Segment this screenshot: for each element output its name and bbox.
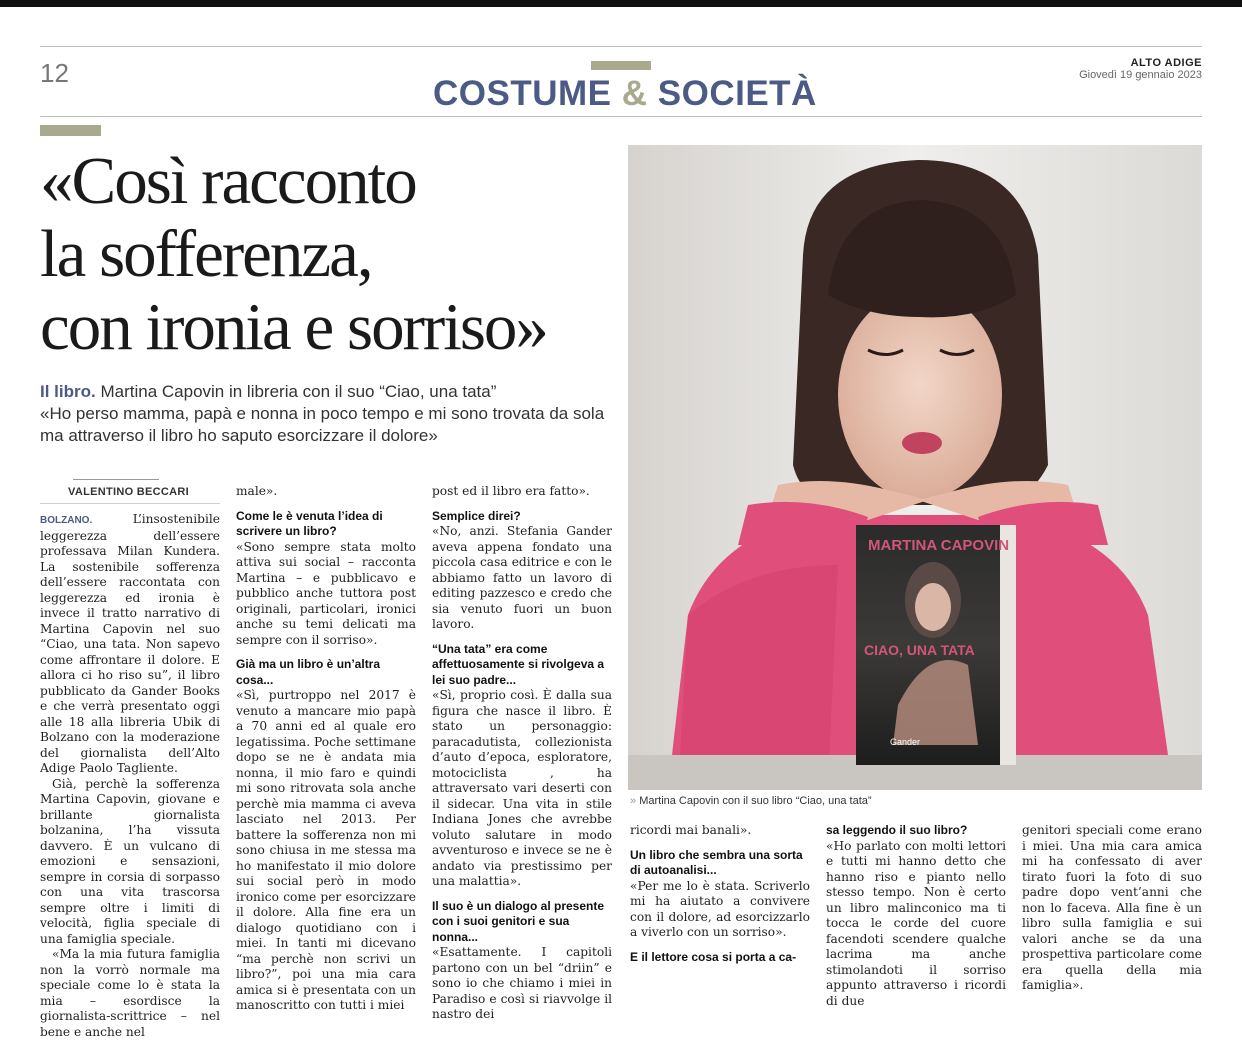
page-number: 12 bbox=[40, 58, 69, 88]
section-accent-bar bbox=[591, 61, 651, 70]
kicker: Il libro. bbox=[40, 382, 96, 401]
question-3: Semplice direi? bbox=[432, 508, 521, 523]
issue-date: Giovedì 19 gennaio 2023 bbox=[1079, 69, 1202, 81]
section-title-right: SOCIETÀ bbox=[657, 74, 817, 113]
byline-rule bbox=[73, 479, 159, 480]
section-rule bbox=[40, 116, 1202, 117]
question-7-end: sa leggendo il suo libro? bbox=[826, 823, 968, 837]
column-3-paragraph-0: post ed il libro era fatto». bbox=[432, 484, 590, 498]
answer-4: «Sì, proprio così. È dalla sua figura che nasce il libro. È stato un personaggio: paracadutista, collezionista d’auto d’epoca, esploratore, motociclista , ha attraversato vari deserti con il sidecar. Una vita in stile Indiana Jones che avrebbe voluto salutare in modo avventuroso e invece se ne è andato via prestissimo per una malattia». bbox=[432, 688, 612, 888]
headline-line-2: la sofferenza, bbox=[40, 217, 372, 291]
section-title bbox=[433, 74, 817, 114]
portrait-image bbox=[628, 145, 1202, 790]
answer-7-continued: genitori speciali come erano i miei. Una mia cara amica mi ha confessato di aver tirato fuori la foto di suo padre dopo vent’anni che non lo faceva. Alla fine è un libro sulla famiglia e sui valori anche se da una prospettiva particolare come era quella della mia famiglia». bbox=[1022, 823, 1202, 992]
question-7-start: E il lettore cosa si porta a ca- bbox=[630, 949, 797, 964]
column-3 bbox=[432, 484, 612, 1023]
column-2-paragraph-0: male». bbox=[236, 484, 278, 498]
top-black-bar bbox=[0, 0, 1242, 7]
column-4 bbox=[630, 823, 810, 965]
photo-caption bbox=[630, 795, 872, 807]
header-rule bbox=[40, 46, 1202, 47]
column-1-paragraph-1: L’insostenibile leggerezza dell’essere professava Milan Kundera. La sostenibile sofferenza dell’essere raccontata con leggerezza ed ironia è invece il tratto narrativo di Martina Capovin nel suo “Ciao, una tata. Non sapevo come affrontare il dolore. E allora ci ho riso su”, il libro pubblicato da Gander Books e che verrà presentato oggi alle 18 alla libreria Ubik di Bolzano con la moderazione del giornalista dell’Alto Adige Paolo Tagliente. bbox=[40, 512, 220, 775]
answer-7: «Ho parlato con molti lettori e tutti mi hanno detto che hanno riso e pianto nello stesso tempo. Non è certo un libro malinconico ma ti tocca le corde del cuore facendoti scendere qualche lacrima ma anche stimolandoti il sorriso appunto attraverso i ricordi di due bbox=[826, 838, 1006, 1008]
section-title-amp: & bbox=[621, 74, 648, 113]
byline-underline bbox=[40, 503, 220, 504]
headline-line-1: «Così racconto bbox=[40, 144, 416, 218]
question-1: Come le è venuta l’idea di scrivere un libro? bbox=[236, 508, 383, 538]
book-author: MARTINA CAPOVIN bbox=[868, 537, 1010, 554]
article-photo bbox=[628, 145, 1202, 790]
question-6: Un libro che sembra una sorta di autoanalisi... bbox=[630, 847, 803, 877]
answer-5: «Esattamente. I capitoli partono con un bel “driin” e sono io che chiamo i miei in Paradiso e così si riavvolge il nastro dei bbox=[432, 945, 612, 1021]
column-6 bbox=[1022, 823, 1202, 994]
question-4: “Una tata” era come affettuosamente si rivolgeva a lei suo padre... bbox=[432, 641, 605, 687]
caption-text: Martina Capovin con il suo libro “Ciao, una tata” bbox=[639, 795, 872, 807]
answer-2: «Sì, purtroppo nel 2017 è venuto a mancare mio papà a 70 anni ed al quale ero legatissima. Poche settimane dopo se ne è andata mia nonna, il mio faro e quindi mi sono ritrovata sola anche perchè mia mamma ci aveva lasciato nel 2013. Per battere la sofferenza non mi sono chiusa in me stessa ma ho manifestato il mio dolore sui social però in modo ironico come per esorcizzare il dolore. Alla fine era un dialogo quotidiano con i miei. In tanti mi dicevano “ma perchè non scrivi un libro?”, poi una mia cara amica si è presentata con un manoscritto con tutti i miei bbox=[236, 688, 416, 1012]
dateline-place: BOLZANO. bbox=[40, 515, 93, 526]
masthead bbox=[1079, 57, 1202, 81]
answer-6: «Per me lo è stata. Scriverlo mi ha aiutato a convivere con il dolore, ad esorcizzarlo a viverlo con un sorriso». bbox=[630, 878, 810, 939]
column-2 bbox=[236, 484, 416, 1014]
headline-line-3: con ironia e sorriso» bbox=[40, 290, 547, 364]
answer-3: «No, anzi. Stefania Gander aveva appena fondato una piccola casa editrice e con le abbiamo fatto un lavoro di editing pazzesco e credo che sia venuto fuori un buon lavoro. bbox=[432, 524, 612, 631]
column-5 bbox=[826, 823, 1006, 1009]
newspaper-name: ALTO ADIGE bbox=[1130, 57, 1202, 69]
subhead-line-2: «Ho perso mamma, papà e nonna in poco tempo e mi sono trovata da sola ma attraverso il libro ho saputo esorcizzare il dolore» bbox=[40, 404, 605, 445]
column-1-paragraph-2: Già, perchè la sofferenza Martina Capovin, giovane e brillante giornalista bolzanina, l’ha vissuta davvero. È un vulcano di emozioni e sensazioni, sempre in corsia di sorpasso con una vita trascorsa sempre oltre i limiti di velocità, figlia speciale di una famiglia speciale. bbox=[40, 776, 220, 946]
book-title: CIAO, UNA TATA bbox=[864, 642, 975, 658]
subhead-line-1: Martina Capovin in libreria con il suo “Ciao, una tata” bbox=[100, 382, 497, 401]
column-4-paragraph-0: ricordi mai banali». bbox=[630, 823, 752, 837]
headline bbox=[40, 145, 640, 364]
column-1-paragraph-3: «Ma la mia futura famiglia non la vorrò normale ma speciale come lo è stata la mia – esordisce la giornalista-scrittrice – nel bene e anche nel bbox=[40, 947, 220, 1039]
article-accent-bar bbox=[40, 125, 101, 136]
byline: VALENTINO BECCARI bbox=[68, 486, 190, 498]
subheadline bbox=[40, 381, 620, 447]
answer-1: «Sono sempre stata molto attiva sui social – racconta Martina – e pubblicavo e pubblico anche tuttora post originali, particolari, ironici anche su temi delicati ma sempre con il sorriso». bbox=[236, 539, 416, 647]
question-5: Il suo è un dialogo al presente con i suoi genitori e sua nonna... bbox=[432, 898, 605, 944]
section-title-left: COSTUME bbox=[433, 74, 612, 113]
column-1 bbox=[40, 512, 220, 1040]
book-publisher: Gander bbox=[890, 737, 921, 747]
question-2: Già ma un libro è un’altra cosa... bbox=[236, 657, 381, 687]
caption-marker: » bbox=[630, 795, 637, 807]
